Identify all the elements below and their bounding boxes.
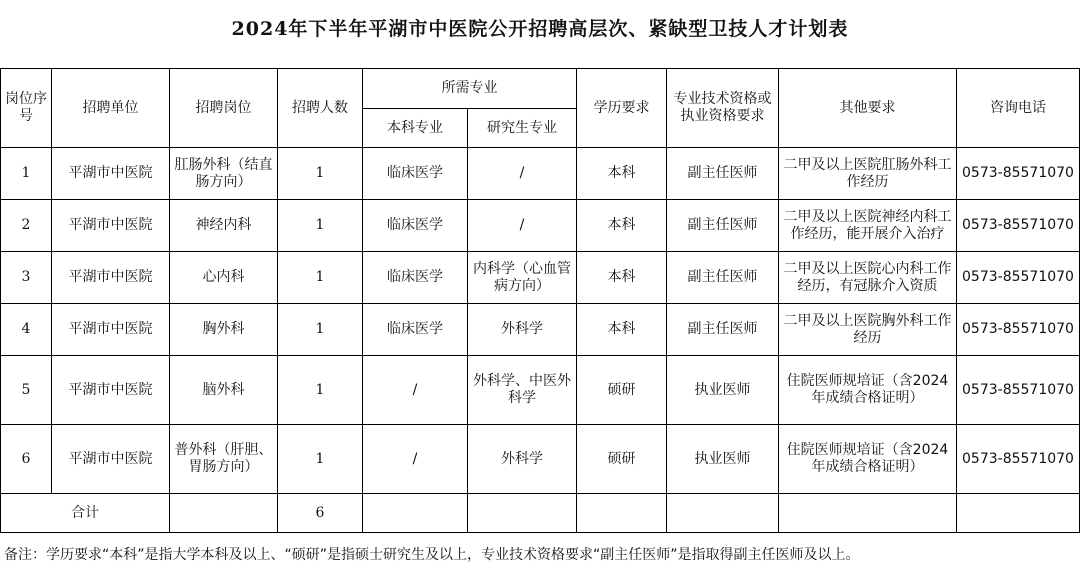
- cell-education: 硕研: [577, 425, 667, 494]
- cell-other: 二甲及以上医院神经内科工作经历，能开展介入治疗: [779, 200, 957, 252]
- cell-qualification: 副主任医师: [667, 252, 779, 304]
- cell-education: 本科: [577, 252, 667, 304]
- cell-postgrad: 外科学: [468, 304, 577, 356]
- total-empty: [577, 494, 667, 533]
- table-row: [1, 252, 1080, 304]
- cell-phone: 0573-85571070: [957, 148, 1080, 200]
- table-row: [1, 304, 1080, 356]
- header-count: 招聘人数: [278, 69, 363, 148]
- cell-phone: 0573-85571070: [957, 356, 1080, 425]
- cell-seq: 4: [1, 304, 52, 356]
- total-empty: [779, 494, 957, 533]
- table-row: [1, 425, 1080, 494]
- header-education: 学历要求: [577, 69, 667, 148]
- header-phone: 咨询电话: [957, 69, 1080, 148]
- footnote: 备注：学历要求“本科”是指大学本科及以上、“硕研”是指硕士研究生及以上，专业技术资格要求“副主任医师”是指取得副主任医师及以上。: [4, 547, 860, 563]
- cell-qualification: 执业医师: [667, 425, 779, 494]
- cell-seq: 1: [1, 148, 52, 200]
- cell-post: 普外科（肝胆、胃肠方向）: [170, 425, 278, 494]
- cell-count: 1: [278, 425, 363, 494]
- cell-seq: 2: [1, 200, 52, 252]
- total-empty: [667, 494, 779, 533]
- cell-count: 1: [278, 252, 363, 304]
- cell-count: 1: [278, 200, 363, 252]
- cell-phone: 0573-85571070: [957, 200, 1080, 252]
- cell-other: 二甲及以上医院胸外科工作经历: [779, 304, 957, 356]
- total-empty: [957, 494, 1080, 533]
- total-empty: [468, 494, 577, 533]
- cell-postgrad: 内科学（心血管病方向）: [468, 252, 577, 304]
- cell-undergrad: 临床医学: [363, 148, 468, 200]
- cell-undergrad: /: [363, 425, 468, 494]
- cell-education: 硕研: [577, 356, 667, 425]
- cell-other: 住院医师规培证（含2024年成绩合格证明）: [779, 425, 957, 494]
- cell-other: 住院医师规培证（含2024年成绩合格证明）: [779, 356, 957, 425]
- cell-count: 1: [278, 148, 363, 200]
- table-row: [1, 148, 1080, 200]
- cell-count: 1: [278, 304, 363, 356]
- cell-postgrad: 外科学: [468, 425, 577, 494]
- total-label: 合计: [1, 494, 170, 533]
- table-row: [1, 200, 1080, 252]
- cell-qualification: 执业医师: [667, 356, 779, 425]
- cell-other: 二甲及以上医院心内科工作经历，有冠脉介入资质: [779, 252, 957, 304]
- total-count: 6: [278, 494, 363, 533]
- cell-postgrad: /: [468, 200, 577, 252]
- header-other: 其他要求: [779, 69, 957, 148]
- cell-phone: 0573-85571070: [957, 425, 1080, 494]
- cell-seq: 6: [1, 425, 52, 494]
- cell-undergrad: 临床医学: [363, 252, 468, 304]
- header-unit: 招聘单位: [52, 69, 170, 148]
- cell-postgrad: 外科学、中医外科学: [468, 356, 577, 425]
- cell-post: 心内科: [170, 252, 278, 304]
- cell-post: 胸外科: [170, 304, 278, 356]
- cell-seq: 5: [1, 356, 52, 425]
- cell-unit: 平湖市中医院: [52, 200, 170, 252]
- header-major-group: 所需专业: [363, 69, 577, 109]
- cell-unit: 平湖市中医院: [52, 148, 170, 200]
- header-row: [1, 69, 1080, 109]
- cell-count: 1: [278, 356, 363, 425]
- total-row: [1, 494, 1080, 533]
- cell-post: 肛肠外科（结直肠方向）: [170, 148, 278, 200]
- cell-qualification: 副主任医师: [667, 200, 779, 252]
- page-title: 2024年下半年平湖市中医院公开招聘高层次、紧缺型卫技人才计划表: [231, 18, 849, 40]
- cell-phone: 0573-85571070: [957, 252, 1080, 304]
- cell-undergrad: 临床医学: [363, 200, 468, 252]
- total-empty: [363, 494, 468, 533]
- cell-post: 脑外科: [170, 356, 278, 425]
- cell-education: 本科: [577, 148, 667, 200]
- cell-education: 本科: [577, 200, 667, 252]
- cell-postgrad: /: [468, 148, 577, 200]
- cell-other: 二甲及以上医院肛肠外科工作经历: [779, 148, 957, 200]
- cell-qualification: 副主任医师: [667, 148, 779, 200]
- cell-phone: 0573-85571070: [957, 304, 1080, 356]
- cell-qualification: 副主任医师: [667, 304, 779, 356]
- header-post: 招聘岗位: [170, 69, 278, 148]
- cell-education: 本科: [577, 304, 667, 356]
- cell-unit: 平湖市中医院: [52, 356, 170, 425]
- cell-seq: 3: [1, 252, 52, 304]
- cell-unit: 平湖市中医院: [52, 425, 170, 494]
- cell-undergrad: 临床医学: [363, 304, 468, 356]
- recruitment-table: [0, 68, 1080, 533]
- header-postgrad: 研究生专业: [468, 109, 577, 148]
- cell-unit: 平湖市中医院: [52, 252, 170, 304]
- header-undergrad: 本科专业: [363, 109, 468, 148]
- cell-unit: 平湖市中医院: [52, 304, 170, 356]
- total-empty: [170, 494, 278, 533]
- cell-undergrad: /: [363, 356, 468, 425]
- header-seq: 岗位序号: [1, 69, 52, 148]
- header-qualification: 专业技术资格或执业资格要求: [667, 69, 779, 148]
- cell-post: 神经内科: [170, 200, 278, 252]
- table-row: [1, 356, 1080, 425]
